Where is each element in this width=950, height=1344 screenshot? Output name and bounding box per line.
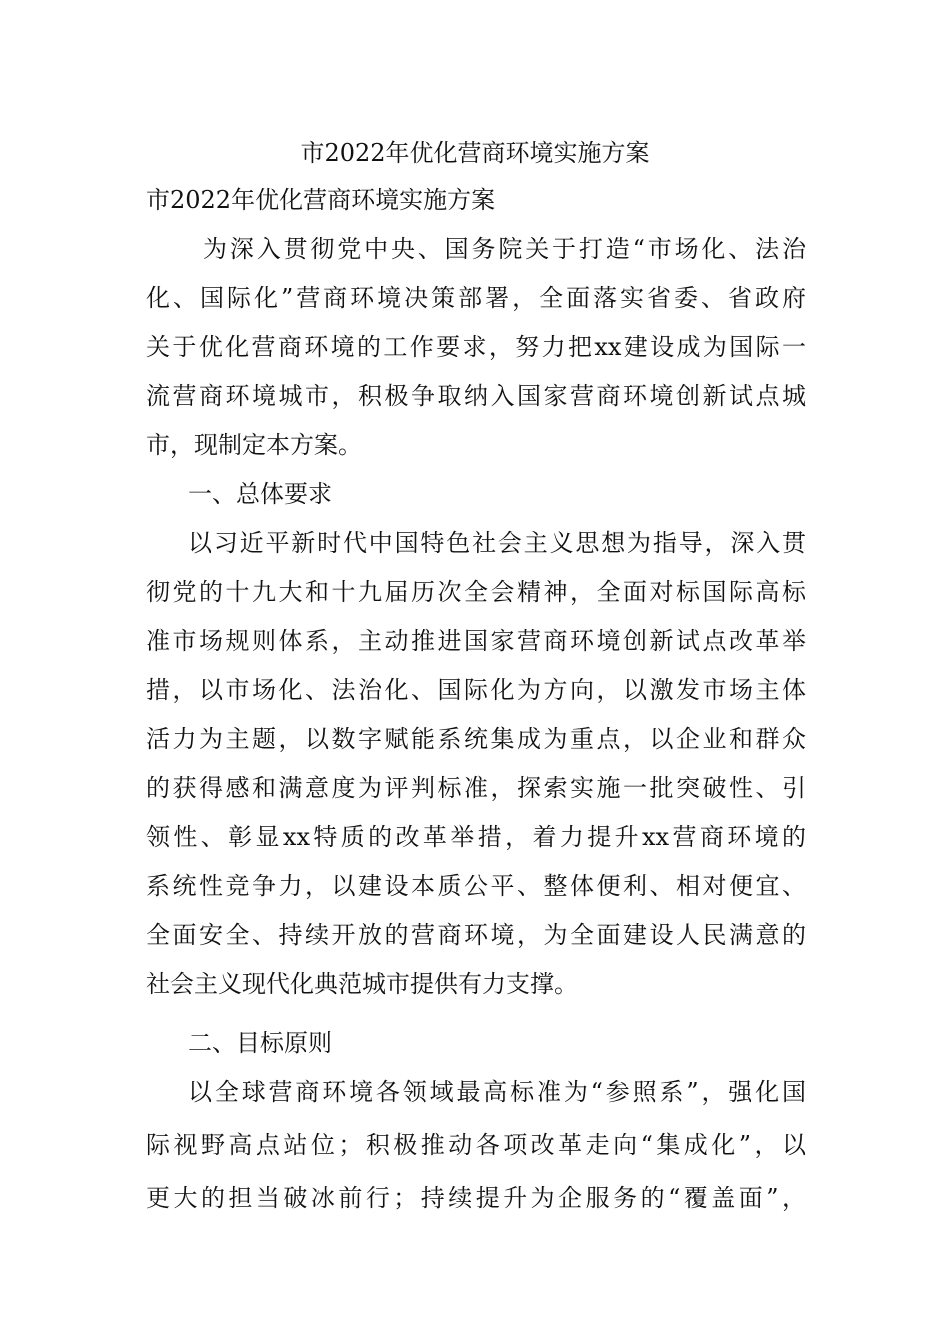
paragraph-line: 的获得感和满意度为评判标准，探索实施一批突破性、引 (146, 774, 806, 802)
document-title: 市2022年优化营商环境实施方案 (300, 139, 650, 167)
document-subtitle: 市2022年优化营商环境实施方案 (146, 186, 496, 214)
paragraph-line: 准市场规则体系，主动推进国家营商环境创新试点改革举 (146, 627, 806, 655)
paragraph-line: 关于优化营商环境的工作要求，努力把xx建设成为国际一 (146, 333, 806, 361)
section-heading-overall-requirements: 一、总体要求 (188, 480, 332, 508)
paragraph-line: 际视野高点站位；积极推动各项改革走向“集成化”，以 (146, 1131, 806, 1159)
paragraph-line: 系统性竞争力，以建设本质公平、整体便利、相对便宜、 (146, 872, 806, 900)
paragraph-line: 更大的担当破冰前行；持续提升为企服务的“覆盖面”， (146, 1184, 806, 1212)
paragraph-line: 彻党的十九大和十九届历次全会精神，全面对标国际高标 (146, 578, 806, 606)
paragraph-line: 措，以市场化、法治化、国际化为方向，以激发市场主体 (146, 676, 806, 704)
section-heading-goals-principles: 二、目标原则 (188, 1029, 332, 1057)
paragraph-line: 为深入贯彻党中央、国务院关于打造“市场化、法治 (203, 235, 806, 263)
paragraph-line: 以习近平新时代中国特色社会主义思想为指导，深入贯 (188, 529, 806, 557)
paragraph-line: 化、国际化”营商环境决策部署，全面落实省委、省政府 (146, 284, 806, 312)
paragraph-line: 社会主义现代化典范城市提供有力支撑。 (146, 970, 578, 998)
paragraph-line: 领性、彰显xx特质的改革举措，着力提升xx营商环境的 (146, 823, 806, 851)
paragraph-line: 市，现制定本方案。 (146, 431, 362, 459)
paragraph-line: 活力为主题，以数字赋能系统集成为重点，以企业和群众 (146, 725, 806, 753)
paragraph-line: 流营商环境城市，积极争取纳入国家营商环境创新试点城 (146, 382, 806, 410)
paragraph-line: 以全球营商环境各领域最高标准为“参照系”，强化国 (188, 1078, 806, 1106)
paragraph-line: 全面安全、持续开放的营商环境，为全面建设人民满意的 (146, 921, 806, 949)
